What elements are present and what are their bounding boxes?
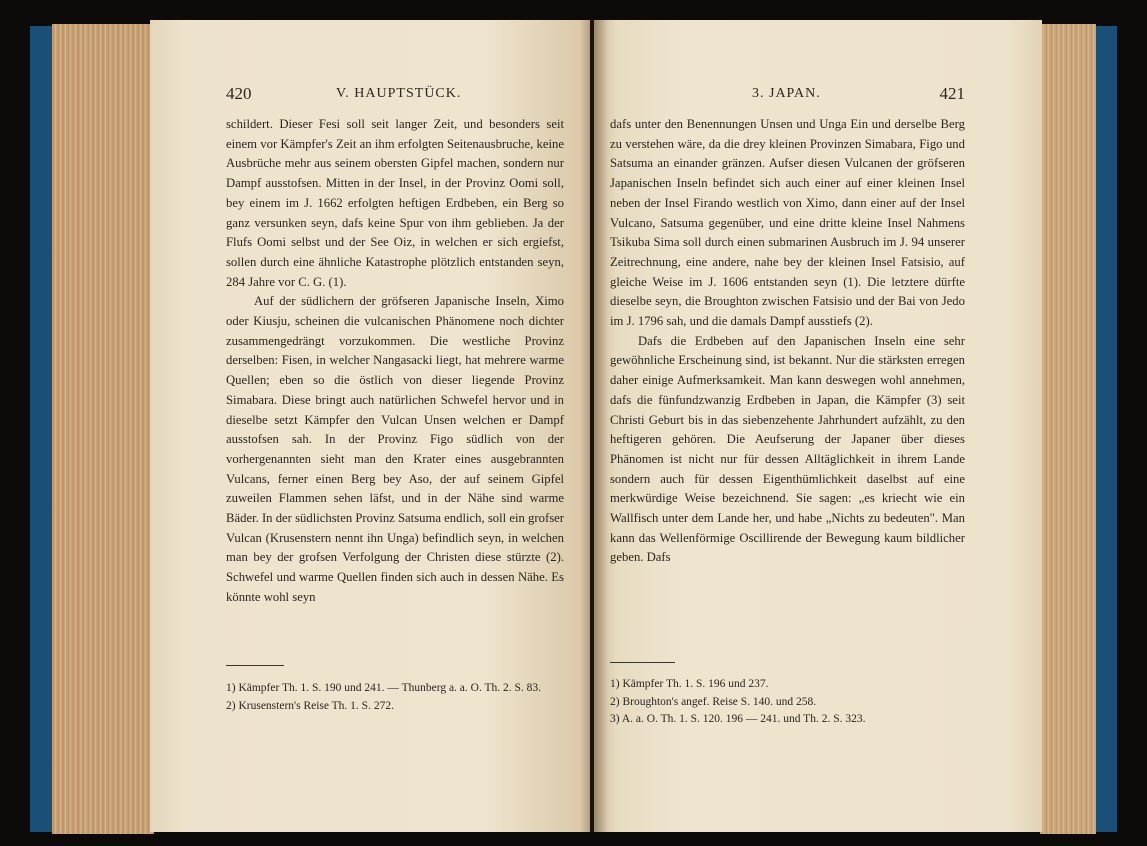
book-cover-right xyxy=(1093,26,1117,832)
footnote-divider-right xyxy=(610,662,675,663)
book-gutter xyxy=(580,20,608,832)
paragraph: Auf der südlichern der gröfseren Japanische Inseln, Ximo oder Kiusju, scheinen die vulcanischen Phänomene noch dichter zusammengedrängt vorzukommen. Die westliche Provinz derselben: Fisen, in welcher Nangasacki liegt, hat mehrere warme Quellen; eben so die östlich von dieser liegende Provinz Simabara. Diese bringt auch natürlichen Schwefel hervor und in dieselbe setzt Kämpfer den Vulcan Unsen welchen er Dampf ausstofsen sah. In der Provinz Figo südlich von der vorhergenannten sieht man den Krater eines ausgebrannten Vulcans, ferner einen Berg bey Aso, der auf seinem Gipfel zuweilen Flammen sehen läfst, und in der Nähe sind warme Bäder. In der südlichsten Provinz Satsuma endlich, soll ein grofser Vulcan (Krusenstern nennt ihn Unga) befindlich seyn, in welchen man bey der grofsen Verfolgung der Christen diese stürzte (2). Schwefel und warme Quellen finden sich auch in dessen Nähe. Es könnte wohl seyn xyxy=(226,294,564,604)
footnote: 1) Kämpfer Th. 1. S. 190 und 241. — Thunberg a. a. O. Th. 2. S. 83. xyxy=(226,682,542,694)
right-footnotes xyxy=(610,676,965,729)
paragraph: Dafs die Erdbeben auf den Japanischen Inseln eine sehr gewöhnliche Erscheinung sind, ist bekannt. Nur die stärksten erregen daher einige Aufmerksamkeit. Man kann deswegen wohl annehmen, dafs die fünfundzwanzig Erdbeben in Japan, die Kämpfer (3) seit Christi Geburt bis in das siebenzehente Jahrhundert aufzählt, zu den heftigeren gehören. Die Aeufserung der Japaner über dieses Phänomen ist nicht nur für dessen Alltäglichkeit in ihrem Lande sondern auch für dessen Eigenthümlichkeit daselbst auf eine merkwürdige Weise bezeichnend. Sie sagen: „es kriecht wie ein Wallfisch unter dem Lande her, und habe „Nichts zu bedeuten". Man kann das Wellenförmige Oscillirende der Bewegung kaum bildlicher geben. Dafs xyxy=(610,333,965,565)
footnote-divider-left xyxy=(226,665,284,666)
paragraph: dafs unter den Benennungen Unsen und Unga Ein und derselbe Berg zu verstehen wäre, da die drey kleinen Provinzen Simabara, Figo und Satsuma an einander gränzen. Aufser diesen Vulcanen der gröfseren Japanischen Inseln befindet sich auch einer auf einer kleinen Insel neben der Insel Firando westlich von Ximo, dann einer auf der Insel Vulcano, Satsuma gegenüber, und eine dritte kleine Insel Nahmens Tsikuba Sima soll durch einen submarinen Ausbruch im J. 94 unserer Zeitrechnung, eine andere, nahe bey der kleinen Insel Fatsisio, auf gleiche Weise im J. 1606 entstanden seyn (1). Die letztere dürfte dieselbe seyn, die Broughton zwischen Fatsisio und der Bai von Jedo im J. 1796 sah, und die damals Dampf ausstiefs (2). xyxy=(610,117,965,329)
paragraph: schildert. Dieser Fesi soll seit langer Zeit, und besonders seit einem vor Kämpfer's Zeit an ihm erfolgten Seitenausbruche, keine Ausbrüche mehr aus seinem obersten Gipfel machen, sondern nur Dampf ausstofsen. Mitten in der Insel, in der Provinz Oomi soll, bey einem im J. 1662 erfolgten heftigen Erdbeben, ein Berg so ganz versunken seyn, dafs keine Spur von ihm geblieben. Ja der Flufs Oomi selbst und der See Oiz, in welchen er sich ergiefst, sollen durch eine ähnliche Katastrophe plötzlich entstanden seyn, 284 Jahre vor C. G. (1). xyxy=(226,117,564,289)
left-running-head: V. HAUPTSTÜCK. xyxy=(336,86,462,101)
right-running-head: 3. JAPAN. xyxy=(752,86,821,101)
right-body-text xyxy=(610,115,965,568)
left-body-text xyxy=(226,115,564,608)
page-edges-right xyxy=(1040,24,1096,834)
left-page-number: 420 xyxy=(226,84,252,103)
footnote: 2) Krusenstern's Reise Th. 1. S. 272. xyxy=(226,699,394,712)
left-footnotes xyxy=(226,680,566,715)
left-page-header xyxy=(226,84,564,106)
footnote: 3) A. a. O. Th. 1. S. 120. 196 — 241. und Th. 2. S. 323. xyxy=(610,713,866,725)
page-edges-left xyxy=(52,24,154,834)
right-page-header xyxy=(610,84,965,106)
footnote: 1) Kämpfer Th. 1. S. 196 und 237. xyxy=(610,678,769,690)
footnote: 2) Broughton's angef. Reise S. 140. und 258. xyxy=(610,695,817,708)
right-page-number: 421 xyxy=(939,84,965,103)
